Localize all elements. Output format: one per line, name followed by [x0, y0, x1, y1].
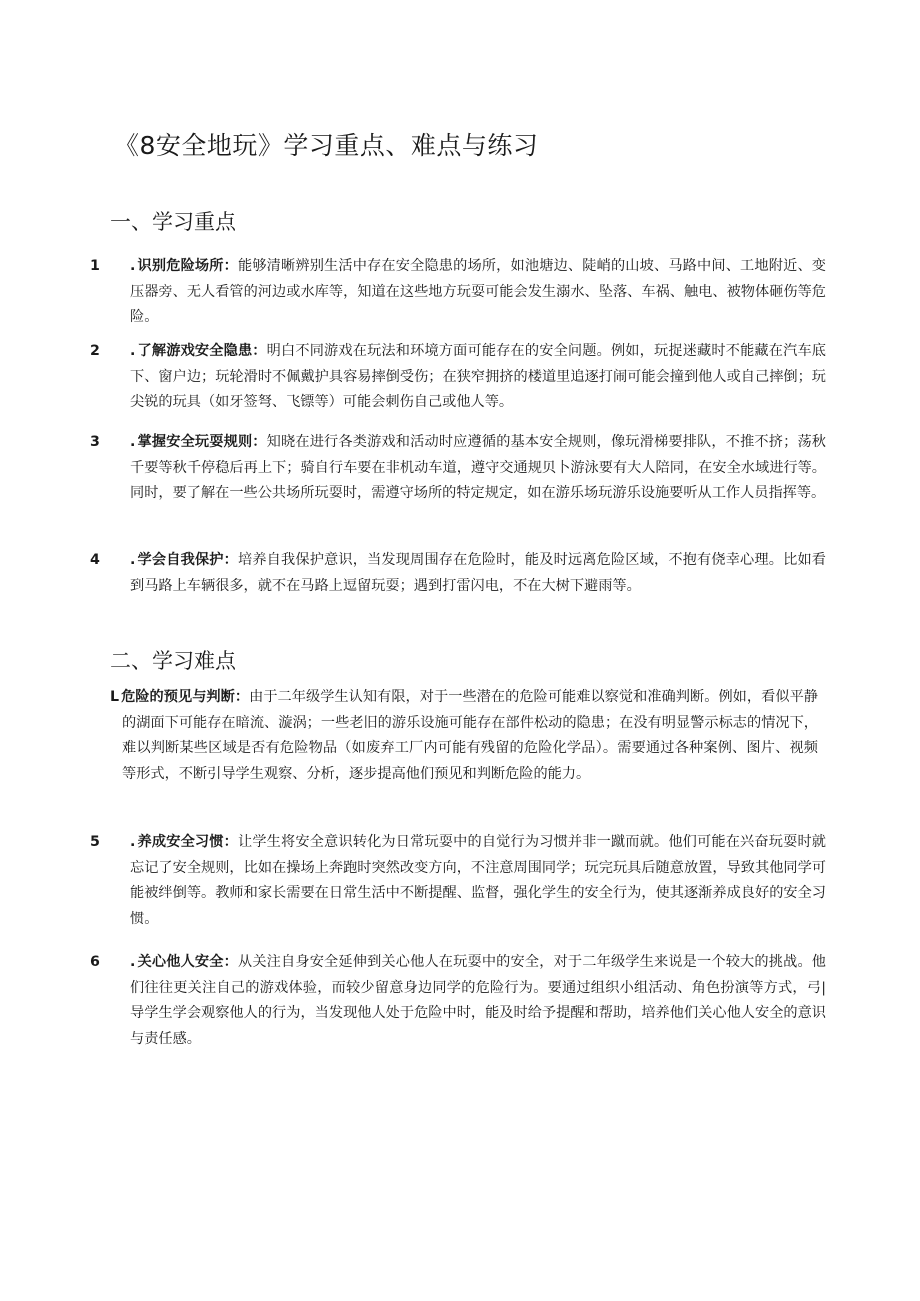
- item-text: 培养自我保护意识，当发现周围存在危险时，能及时远离危险区域，不抱有侥幸心理。比如看到马路上车辆很多，就不在马路上逗留玩耍；遇到打雷闪电，不在大树下避雨等。: [130, 552, 826, 594]
- item-label: 养成安全习惯：: [137, 834, 238, 850]
- list-item: [90, 548, 826, 599]
- item-text: 让学生将安全意识转化为日常玩耍中的自觉行为习惯并非一蹴而就。他们可能在兴奋玩耍时就忘记了安全规则，比如在操场上奔跑时突然改变方向，不注意周围同学；玩完玩具后随意放置，导致其他同学可能被绊倒等。教师和家长需要在日常生活中不断提醒、监督，强化学生的安全行为，使其逐渐养成良好的安全习惯。: [130, 834, 826, 927]
- item-number: 2: [90, 343, 100, 359]
- item-separator: .: [130, 434, 136, 450]
- item-text: 明白不同游戏在玩法和环境方面可能存在的安全问题。例如，玩捉迷藏时不能藏在汽车底下、窗户边；玩轮滑时不佩戴护具容易摔倒受伤；在狭窄拥挤的楼道里追逐打闹可能会撞到他人或自己摔倒；玩尖锐的玩具（如牙签弩、飞镖等）可能会刺伤自己或他人等。: [130, 343, 826, 410]
- list-item: [90, 339, 826, 416]
- list-item: [90, 830, 826, 932]
- item-number: 3: [90, 434, 100, 450]
- item-text: 从关注自身安全延伸到关心他人在玩耍中的安全，对于二年级学生来说是一个较大的挑战。他们往往更关注自己的游戏体验，而较少留意身边同学的危险行为。要通过组织小组活动、角色扮演等方式，弓|导学生学会观察他人的行为，当发现他人处于危险中时，能及时给予提醒和帮助，培养他们关心他人安全的意识与责任感。: [130, 954, 826, 1047]
- item-text: 知晓在进行各类游戏和活动时应遵循的基本安全规则，像玩滑梯要排队，不推不挤；荡秋千要等秋千停稳后再上下；骑自行车要在非机动车道，遵守交通规贝卜游泳要有大人陪同，在安全水域进行等。同时，要了解在一些公共场所玩耍时，需遵守场所的特定规定，如在游乐场玩游乐设施要听从工作人员指挥等。: [130, 434, 826, 501]
- list-item: [90, 950, 826, 1052]
- section-heading-difficulties: 二、学习难点: [110, 649, 236, 673]
- document-title: 《8安全地玩》学习重点、难点与练习: [114, 131, 539, 160]
- section-heading-key-points: 一、学习重点: [110, 210, 236, 234]
- list-item: [90, 430, 826, 507]
- list-item: [110, 685, 818, 787]
- item-label: 危险的预见与判断：: [121, 689, 250, 705]
- item-number: 6: [90, 954, 100, 970]
- item-label: 识别危险场所：: [137, 258, 238, 274]
- item-number: 1: [90, 258, 100, 274]
- item-separator: .: [130, 343, 136, 359]
- item-label: 学会自我保护：: [137, 552, 238, 568]
- item-number: 5: [90, 834, 100, 850]
- item-label: 关心他人安全：: [137, 954, 238, 970]
- item-separator: .: [130, 552, 136, 568]
- item-separator: .: [130, 258, 136, 274]
- item-text: 能够清晰辨别生活中存在安全隐患的场所，如池塘边、陡峭的山坡、马路中间、工地附近、变压器旁、无人看管的河边或水库等，知道在这些地方玩耍可能会发生溺水、坠落、车祸、触电、被物体砸伤等危险。: [130, 258, 826, 325]
- item-label: 了解游戏安全隐患：: [137, 343, 267, 359]
- item-number: 4: [90, 552, 100, 568]
- item-separator: .: [130, 834, 136, 850]
- item-number: L: [110, 689, 120, 705]
- item-text: 由于二年级学生认知有限，对于一些潜在的危险可能难以察觉和准确判断。例如，看似平静的湖面下可能存在暗流、漩涡；一些老旧的游乐设施可能存在部件松动的隐患；在没有明显警示标志的情况下，难以判断某些区域是否有危险物品（如废弃工厂内可能有残留的危险化学品）。需要通过各种案例、图片、视频等形式，不断引导学生观察、分析，逐步提高他们预见和判断危险的能力。: [122, 689, 818, 782]
- item-label: 掌握安全玩耍规则：: [137, 434, 267, 450]
- item-separator: .: [130, 954, 136, 970]
- list-item: [90, 254, 826, 331]
